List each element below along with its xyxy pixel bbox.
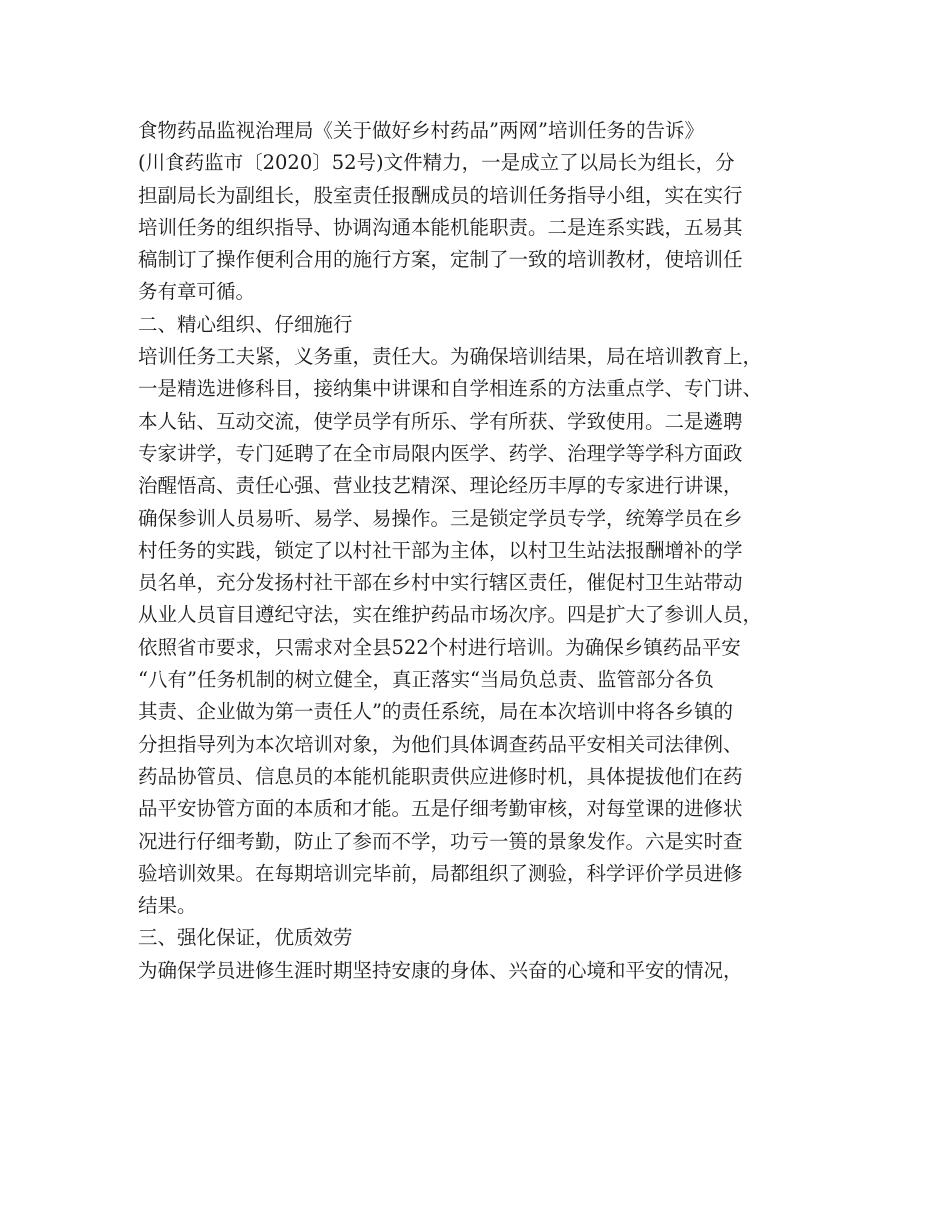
document-body	[138, 115, 828, 987]
text-line: 村任务的实践，锁定了以村社干部为主体，以村卫生站法报酬增补的学	[138, 538, 743, 562]
text-line: 员名单，充分发扬村社干部在乡村中实行辖区责任，催促村卫生站带动	[138, 571, 743, 595]
text-line: 担副局长为副组长，股室责任报酬成员的培训任务指导小组，实在实行	[138, 183, 743, 207]
text-line: 结果。	[138, 894, 197, 918]
text-line: 分担指导列为本次培训对象，为他们具体调查药品平安相关司法律例、	[138, 732, 743, 756]
text-line: (川食药监市〔2020〕52号)文件精力，一是成立了以局长为组长，分	[138, 151, 735, 175]
text-line: “八有”任务机制的树立健全，真正落实“当局负总责、监管部分各负	[138, 668, 714, 692]
text-line: 确保参训人员易听、易学、易操作。三是锁定学员专学，统筹学员在乡	[138, 506, 743, 530]
text-line: 本人钻、互动交流，使学员学有所乐、学有所获、学致使用。二是遴聘	[138, 409, 743, 433]
text-line: 一是精选进修科目，接纳集中讲课和自学相连系的方法重点学、专门讲、	[138, 377, 763, 401]
text-line: 品平安协管方面的本质和才能。五是仔细考勤审核，对每堂课的进修状	[138, 797, 743, 821]
text-line: 专家讲学，专门延聘了在全市局限内医学、药学、治理学等学科方面政	[138, 441, 743, 465]
section-heading: 二、精心组织、仔细施行	[138, 312, 353, 336]
text-line: 务有章可循。	[138, 280, 256, 304]
text-line: 药品协管员、信息员的本能机能职责供应进修时机，具体提拔他们在药	[138, 764, 743, 788]
text-line: 培训任务工夫紧，义务重，责任大。为确保培训结果，局在培训教育上，	[138, 345, 763, 369]
text-line: 验培训效果。在每期培训完毕前，局都组织了测验，科学评价学员进修	[138, 861, 743, 885]
section-heading: 三、强化保证，优质效劳	[138, 926, 353, 950]
text-line: 依照省市要求，只需求对全县522个村进行培训。为确保乡镇药品平安	[138, 635, 741, 659]
text-line: 况进行仔细考勤，防止了参而不学，功亏一篑的景象发作。六是实时查	[138, 829, 743, 853]
text-line: 治醒悟高、责任心强、营业技艺精深、理论经历丰厚的专家进行讲课，	[138, 474, 743, 498]
text-line: 为确保学员进修生涯时期坚持安康的身体、兴奋的心境和平安的情况，	[138, 958, 743, 982]
text-line: 食物药品监视治理局《关于做好乡村药品”两网”培训任务的告诉》	[138, 119, 704, 142]
text-line: 从业人员盲目遵纪守法，实在维护药品市场次序。四是扩大了参训人员，	[138, 603, 763, 627]
text-line: 稿制订了操作便利合用的施行方案，定制了一致的培训教材，使培训任	[138, 248, 743, 272]
text-line: 其责、企业做为第一责任人”的责任系统，局在本次培训中将各乡镇的	[138, 700, 733, 724]
text-line: 培训任务的组织指导、协调沟通本能机能职责。二是连系实践，五易其	[138, 215, 743, 239]
